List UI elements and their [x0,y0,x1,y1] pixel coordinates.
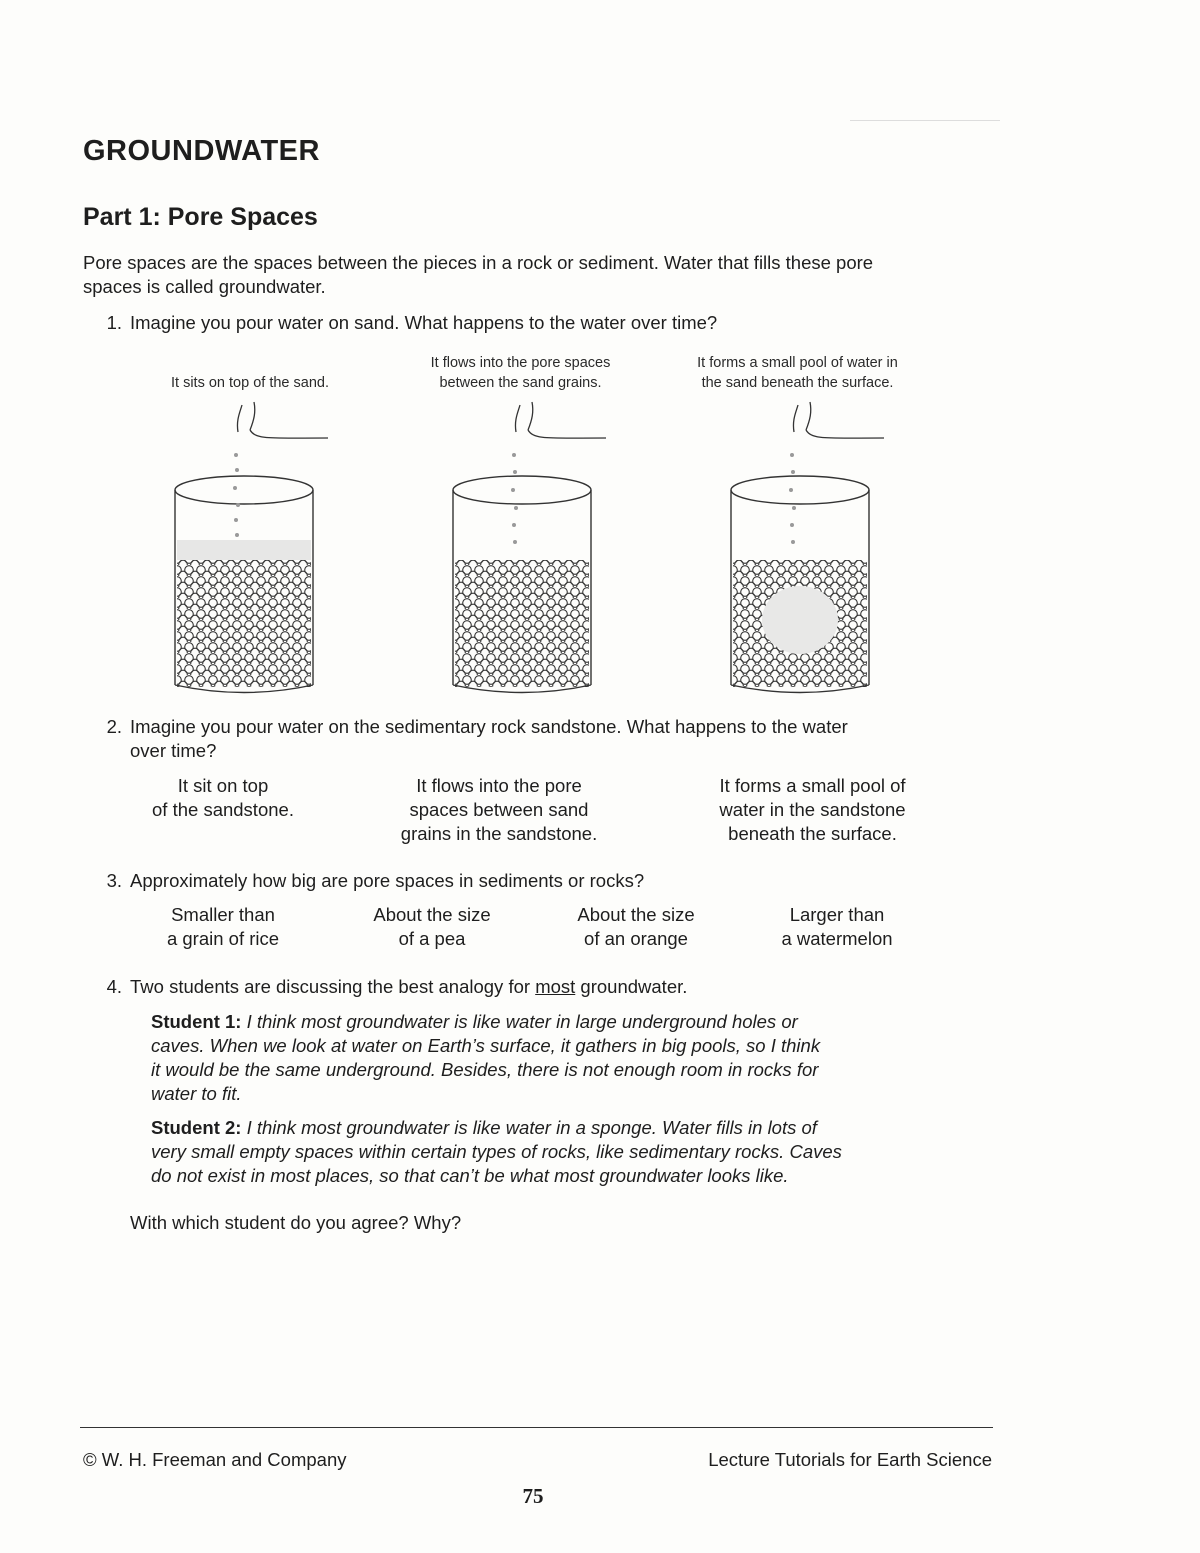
student-line: it would be the same underground. Besides, there is not enough room in rocks for [151,1059,819,1080]
option-line: About the size [577,904,695,925]
intro-paragraph [83,251,1003,299]
option-line: spaces between sand [409,799,589,820]
question-line: over time? [130,740,217,761]
q1-option-b[interactable] [388,353,653,393]
student-2-statement [151,1116,931,1188]
option-line: It forms a small pool of [719,775,906,796]
page-number: 75 [522,1484,544,1508]
footer-copyright: © W. H. Freeman and Company [83,1449,347,1470]
student-line: do not exist in most places, so that can’t be what most groundwater looks like. [151,1165,789,1186]
header-rule [850,120,1000,121]
student-label: Student 2: [151,1117,242,1138]
question-number: 4. [106,976,122,997]
student-1-statement [151,1010,931,1106]
student-line: caves. When we look at water on Earth’s surface, it gathers in big pools, so I think [151,1035,821,1056]
beaker-water-in-pores [453,402,606,693]
emphasis-word: most [535,976,576,997]
q3-option-a[interactable] [128,903,318,951]
student-line: water to fit. [151,1083,242,1104]
q2-option-b[interactable] [368,774,630,846]
option-line: the sand beneath the surface. [701,375,894,391]
beaker-water-on-top [175,402,328,693]
option-line: grains in the sandstone. [400,823,598,844]
option-line: Larger than [789,904,885,925]
question-text: Approximately how big are pore spaces in sediments or rocks? [130,870,645,891]
option-line: It sits on top of the sand. [171,375,329,391]
question-4 [98,975,978,1001]
question-text-start: Two students are discussing the best analogy for [130,976,536,997]
q4-prompt: With which student do you agree? Why? [130,1212,462,1233]
student-line: very small empty spaces within certain types of rocks, like sedimentary rocks. Caves [151,1141,842,1162]
question-number: 3. [106,870,122,891]
q3-option-d[interactable] [742,903,932,951]
option-line: It flows into the pore [416,775,582,796]
option-line: a grain of rice [166,928,280,949]
student-line: Student 2: I think most groundwater is like water in a sponge. Water fills in lots of [151,1117,817,1138]
question-text [130,975,970,999]
option-line: of the sandstone. [152,799,294,820]
part-heading: Part 1: Pore Spaces [83,203,318,231]
q2-option-c[interactable] [680,774,945,846]
option-line: a watermelon [781,928,893,949]
option-line: water in the sandstone [719,799,906,820]
question-line: Imagine you pour water on the sedimentary rock sandstone. What happens to the water [130,716,848,737]
option-line: It flows into the pore spaces [430,355,611,371]
option-line: It sit on top [177,775,269,796]
q3-option-c[interactable] [540,903,732,951]
option-line: beneath the surface. [728,823,897,844]
question-2 [98,715,978,767]
student-label: Student 1: [151,1011,242,1032]
question-1 [98,311,978,337]
option-line: It forms a small pool of water in [697,355,898,371]
q1-option-c[interactable] [660,353,935,393]
question-text: Imagine you pour water on sand. What happens to the water over time? [130,312,718,333]
question-number: 1. [106,312,122,333]
q2-option-a[interactable] [108,774,338,822]
option-line: of a pea [398,928,466,949]
question-text [130,715,970,763]
sand-beakers-figure [160,400,920,700]
option-line: Smaller than [171,904,275,925]
footer-rule [80,1427,993,1428]
student-line: Student 1: I think most groundwater is like water in large underground holes or [151,1011,798,1032]
question-number: 2. [106,716,122,737]
question-3 [98,869,978,895]
question-text-end: groundwater. [575,976,688,997]
intro-line: spaces is called groundwater. [83,276,326,297]
q3-option-b[interactable] [337,903,527,951]
page-title: GROUNDWATER [83,135,320,167]
beaker-pool-below-surface [731,402,884,693]
intro-line: Pore spaces are the spaces between the pieces in a rock or sediment. Water that fills these pore [83,252,874,273]
option-line: of an orange [584,928,688,949]
q1-option-a[interactable] [130,373,370,393]
option-line: between the sand grains. [439,375,602,391]
option-line: About the size [373,904,491,925]
footer-book-title: Lecture Tutorials for Earth Science [708,1449,992,1470]
